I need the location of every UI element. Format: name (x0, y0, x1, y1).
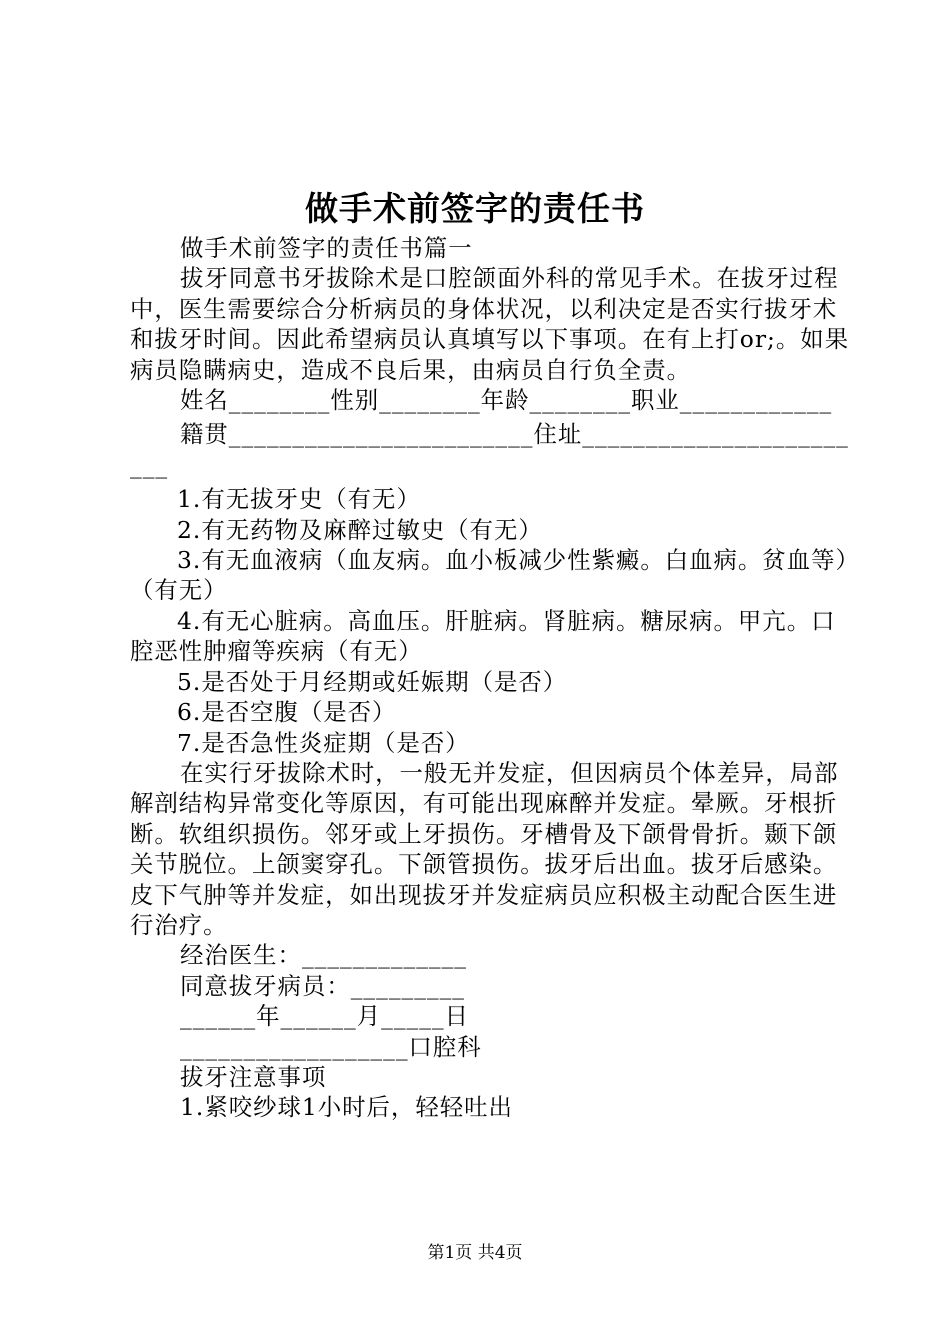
department-line: __________________口腔科 (180, 1032, 482, 1061)
complications-paragraph: 在实行牙拔除术时，一般无并发症，但因病员个体差异，局部解剖结构异常变化等原因，有可能出现麻醉并发症。晕厥。牙根折断。软组织损伤。邻牙或上牙损伤。牙槽骨及下颌骨骨折。颞下颌关节脱位。上颌窦穿孔。下颌管损伤。拔牙后出血。拔牙后感染。皮下气肿等并发症，如出现拔牙并发症病员应积极主动配合医生进行治疗。 (130, 758, 839, 939)
patient-info-line: 姓名________性别________年龄________职业____________ (180, 386, 833, 415)
date-line: ______年______月_____日 (180, 1002, 469, 1031)
address-line: 籍贯________________________住址________________________ (130, 420, 849, 479)
doctor-signature-line: 经治医生：_____________ (180, 941, 467, 970)
question-item: 7.是否急性炎症期（是否） (177, 728, 470, 757)
notes-item: 1.紧咬纱球1小时后，轻轻吐出 (180, 1093, 513, 1122)
question-item: 5.是否处于月经期或妊娠期（是否） (177, 667, 568, 696)
question-item: 6.是否空腹（是否） (177, 698, 397, 727)
question-item: 1.有无拔牙史（有无） (177, 485, 421, 514)
intro-paragraph: 拔牙同意书牙拔除术是口腔颌面外科的常见手术。在拔牙过程中，医生需要综合分析病员的身体状况，以利决定是否实行拔牙术和拔牙时间。因此希望病员认真填写以下事项。在有上打or;。如果病员隐瞒病史，造成不良后果，由病员自行负全责。 (130, 264, 850, 384)
section-heading: 做手术前签字的责任书篇一 (180, 234, 473, 262)
question-item: 4.有无心脏病。高血压。肝脏病。肾脏病。糖尿病。甲亢。口腔恶性肿瘤等疾病（有无） (130, 606, 836, 666)
page-footer: 第1页 共4页 (427, 1243, 523, 1263)
question-item: 2.有无药物及麻醉过敏史（有无） (177, 515, 543, 544)
question-item: 3.有无血液病（血友病。血小板减少性紫癜。白血病。贫血等）（有无） (130, 546, 849, 605)
notes-heading: 拔牙注意事项 (180, 1062, 327, 1091)
document-title: 做手术前签字的责任书 (305, 189, 645, 228)
document-body (130, 233, 850, 1123)
patient-signature-line: 同意拔牙病员：_________ (180, 971, 465, 1000)
